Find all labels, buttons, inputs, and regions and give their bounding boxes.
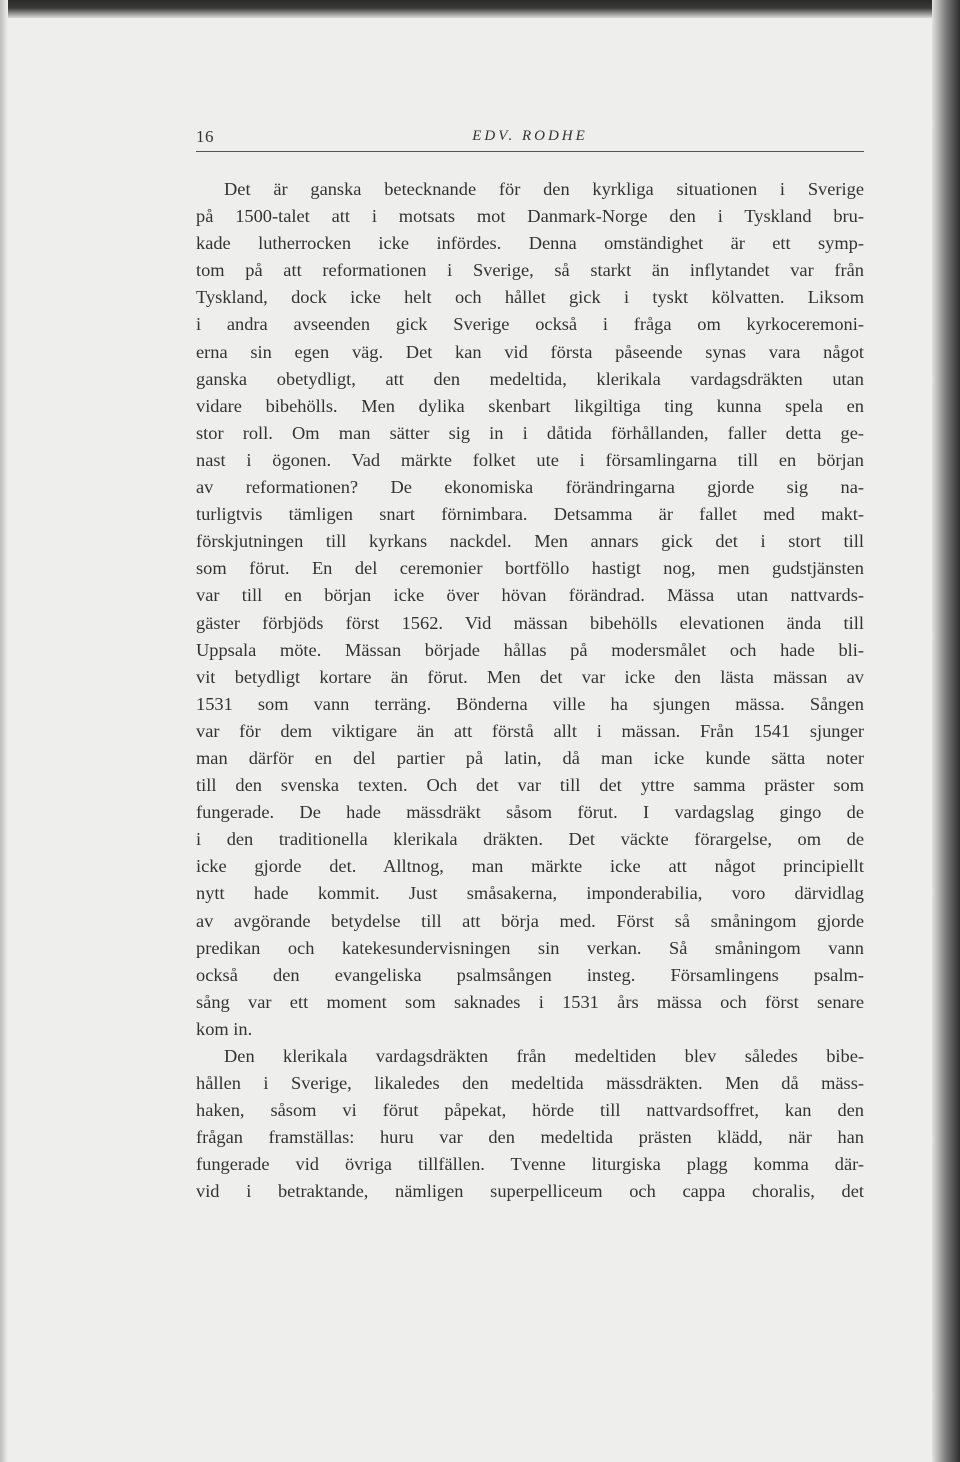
text-line: haken, såsom vi förut påpekat, hörde till nattvardsoffret, kan den: [196, 1100, 864, 1121]
text-line: som förut. En del ceremonier bortföllo hastigt nog, men gudstjänsten: [196, 558, 864, 579]
text-line: vit betydligt kortare än förut. Men det var icke den lästa mässan av: [196, 666, 864, 687]
text-line: frågan framställas: huru var den medeltida prästen klädd, när han: [196, 1127, 864, 1148]
text-line: turligtvis tämligen snart förnimbara. Detsamma är fallet med makt-: [196, 504, 864, 525]
text-line: Uppsala möte. Mässan började hållas på modersmålet och hade bli-: [196, 639, 864, 660]
page-number: 16: [196, 127, 214, 146]
scan-shadow-right: [932, 0, 960, 1462]
text-line: förskjutningen till kyrkans nackdel. Men annars gick det i stort till: [196, 531, 864, 552]
text-line: kom in.: [196, 1018, 253, 1039]
text-line: vid i betraktande, nämligen superpelliceum och cappa choralis, det: [196, 1181, 864, 1202]
text-line: man därför en del partier på latin, då man icke kunde sätta noter: [196, 747, 864, 768]
text-line: fungerade. De hade mässdräkt såsom förut. I vardagslag gingo de: [196, 802, 864, 823]
text-line: till den svenska texten. Och det var till det yttre samma präster som: [196, 775, 864, 796]
text-line: i andra avseenden gick Sverige också i fråga om kyrkoceremoni-: [196, 314, 864, 335]
text-line: icke gjorde det. Alltnog, man märkte icke att något principiellt: [196, 856, 864, 877]
text-line: vidare bibehölls. Men dylika skenbart likgiltiga ting kunna spela en: [196, 395, 864, 416]
text-line: på 1500-talet att i motsats mot Danmark-Norge den i Tyskland bru-: [196, 206, 864, 227]
text-line: nytt hade kommit. Just småsakerna, imponderabilia, voro därvidlag: [196, 883, 864, 904]
text-line: predikan och katekesundervisningen sin verkan. Så småningom vann: [196, 937, 864, 958]
text-line: 1531 som vann terräng. Bönderna ville ha sjungen mässa. Sången: [196, 693, 864, 714]
text-line: hållen i Sverige, likaledes den medeltida mässdräkten. Men då mäss-: [196, 1073, 864, 1094]
page-header: [196, 127, 864, 151]
text-line: gäster förbjöds först 1562. Vid mässan bibehölls elevationen ända till: [196, 612, 864, 633]
header-rule: [196, 151, 864, 152]
paragraph: [196, 176, 864, 1043]
body-text: [196, 176, 864, 1206]
running-head: EDV. RODHE: [472, 128, 588, 144]
text-line: stor roll. Om man sätter sig in i dåtida förhållanden, faller detta ge-: [196, 422, 864, 443]
text-line: av avgörande betydelse till att börja med. Först så småningom gjorde: [196, 910, 864, 931]
scan-shadow-left: [0, 0, 8, 1462]
text-line: av reformationen? De ekonomiska förändringarna gjorde sig na-: [196, 477, 864, 498]
text-line: erna sin egen väg. Det kan vid första påseende synas vara något: [196, 341, 864, 362]
text-line: Den klerikala vardagsdräkten från medeltiden blev således bibe-: [224, 1046, 864, 1066]
text-line: sång var ett moment som saknades i 1531 års mässa och först senare: [196, 991, 864, 1012]
text-line: Tyskland, dock icke helt och hållet gick i tyskt kölvatten. Liksom: [196, 287, 864, 308]
text-line: fungerade vid övriga tillfällen. Tvenne liturgiska plagg komma där-: [196, 1154, 864, 1175]
text-line: Det är ganska betecknande för den kyrkliga situationen i Sverige: [224, 179, 864, 199]
text-line: kade lutherrocken icke infördes. Denna omständighet är ett symp-: [196, 233, 864, 254]
text-line: i den traditionella klerikala dräkten. Det väckte förargelse, om de: [196, 829, 864, 850]
scan-shadow-top: [0, 0, 960, 18]
text-line: nast i ögonen. Vad märkte folket ute i församlingarna till en början: [196, 449, 864, 470]
text-line: ganska obetydligt, att den medeltida, klerikala vardagsdräkten utan: [196, 368, 864, 389]
text-line: var för dem viktigare än att förstå allt i mässan. Från 1541 sjunger: [196, 720, 864, 741]
text-line: också den evangeliska psalmsången insteg. Församlingens psalm-: [196, 964, 864, 985]
text-line: tom på att reformationen i Sverige, så starkt än inflytandet var från: [196, 260, 864, 281]
paragraph: [196, 1043, 864, 1206]
text-line: var till en början icke över hövan förändrad. Mässa utan nattvards-: [196, 585, 864, 606]
